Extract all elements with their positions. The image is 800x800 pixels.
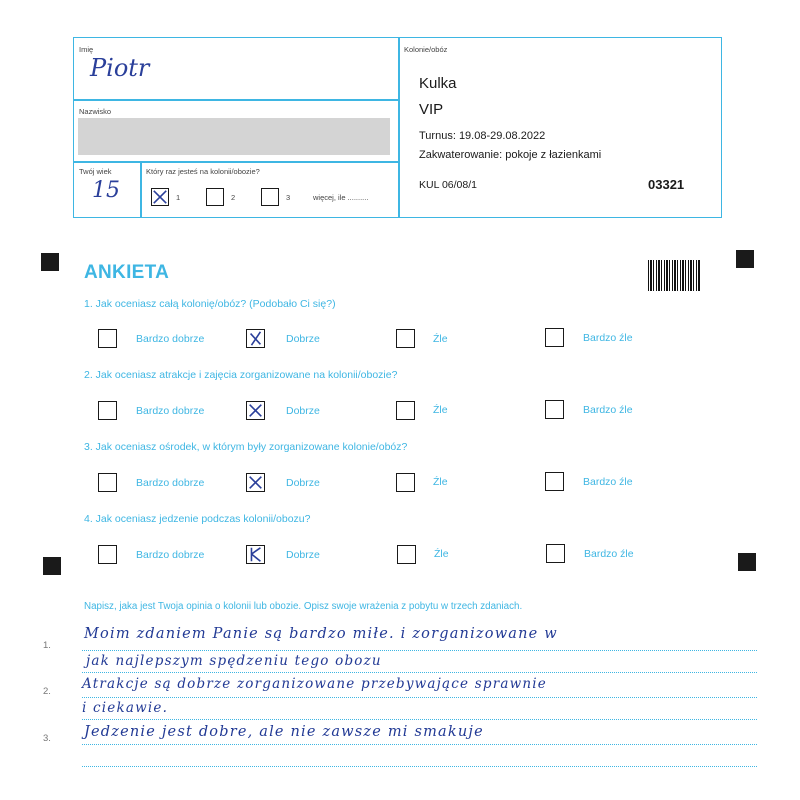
question-3: 3. Jak oceniasz ośrodek, w którym były zorganizowane kolonie/obóz? xyxy=(84,441,408,453)
answer-line xyxy=(82,766,757,767)
opinion-prompt: Napisz, jaka jest Twoja opinia o kolonii lub obozie. Opisz swoje wrażenia z pobytu w trzech zdaniach. xyxy=(84,601,523,612)
q3-option-bardzo-zle: Bardzo źle xyxy=(583,476,633,488)
answer-line xyxy=(82,672,757,673)
divider xyxy=(74,161,398,163)
answer-line xyxy=(82,719,757,720)
answer-text-line[interactable]: jak najlepszym spędzeniu tego obozu xyxy=(86,653,382,669)
wiek-value[interactable]: 15 xyxy=(92,178,120,203)
answer-line xyxy=(82,744,757,745)
q3-option-zle: Źle xyxy=(433,476,448,488)
line-number: 3. xyxy=(43,733,51,744)
divider xyxy=(140,161,142,217)
divider xyxy=(74,99,398,101)
kolonia-type: VIP xyxy=(419,101,444,118)
ktory-raz-option-3: 3 xyxy=(286,193,291,202)
check-x-icon xyxy=(152,189,168,205)
ktory-raz-option-2: 2 xyxy=(231,193,236,202)
ktory-raz-option-1: 1 xyxy=(176,193,181,202)
q1-checkbox-bardzo-dobrze[interactable] xyxy=(98,329,117,348)
numer: 03321 xyxy=(648,177,685,192)
kolonia-label: Kolonie/obóz xyxy=(404,45,448,54)
q4-checkbox-zle[interactable] xyxy=(397,545,416,564)
q4-option-dobrze: Dobrze xyxy=(286,549,320,561)
q4-checkbox-bardzo-zle[interactable] xyxy=(546,544,565,563)
check-x-icon xyxy=(247,474,264,491)
q2-option-bardzo-zle: Bardzo źle xyxy=(583,404,633,416)
ktory-raz-checkbox-1[interactable] xyxy=(151,188,169,206)
check-x-icon xyxy=(247,330,264,347)
answer-text-line[interactable]: Moim zdaniem Panie są bardzo miłe. i zorganizowane w xyxy=(84,626,558,642)
q2-option-bardzo-dobrze: Bardzo dobrze xyxy=(136,405,205,417)
registration-mark xyxy=(41,253,59,271)
q3-option-dobrze: Dobrze xyxy=(286,477,320,489)
ktory-raz-label: Który raz jesteś na kolonii/obozie? xyxy=(146,167,260,176)
q3-checkbox-bardzo-dobrze[interactable] xyxy=(98,473,117,492)
line-number: 2. xyxy=(43,686,51,697)
q2-checkbox-bardzo-zle[interactable] xyxy=(545,400,564,419)
q4-option-bardzo-dobrze: Bardzo dobrze xyxy=(136,549,205,561)
q1-option-zle: Źle xyxy=(433,333,448,345)
answer-line xyxy=(82,650,757,651)
registration-mark xyxy=(736,250,754,268)
check-x-icon xyxy=(247,402,264,419)
barcode xyxy=(648,260,701,291)
q4-option-bardzo-zle: Bardzo źle xyxy=(584,548,634,560)
answer-text-line[interactable]: i ciekawie. xyxy=(82,700,169,716)
q1-option-dobrze: Dobrze xyxy=(286,333,320,345)
kod: KUL 06/08/1 xyxy=(419,179,477,191)
nazwisko-label: Nazwisko xyxy=(79,107,112,116)
question-2: 2. Jak oceniasz atrakcje i zajęcia zorganizowane na kolonii/obozie? xyxy=(84,369,398,381)
imie-label: Imię xyxy=(79,45,94,54)
ktory-raz-checkbox-2[interactable] xyxy=(206,188,224,206)
answer-text-line[interactable]: Atrakcje są dobrze zorganizowane przebywające sprawnie xyxy=(82,676,547,692)
ktory-raz-checkbox-3[interactable] xyxy=(261,188,279,206)
q3-checkbox-bardzo-zle[interactable] xyxy=(545,472,564,491)
q2-checkbox-bardzo-dobrze[interactable] xyxy=(98,401,117,420)
q3-checkbox-dobrze[interactable] xyxy=(246,473,265,492)
q2-checkbox-dobrze[interactable] xyxy=(246,401,265,420)
turnus: Turnus: 19.08-29.08.2022 xyxy=(419,130,546,142)
q1-option-bardzo-zle: Bardzo źle xyxy=(583,332,633,344)
question-1: 1. Jak oceniasz całą kolonię/obóz? (Podobało Ci się?) xyxy=(84,298,336,310)
survey-title: ANKIETA xyxy=(84,262,170,283)
line-number: 1. xyxy=(43,640,51,651)
q3-option-bardzo-dobrze: Bardzo dobrze xyxy=(136,477,205,489)
q2-option-zle: Źle xyxy=(433,404,448,416)
wiecej-label: więcej, ile .......... xyxy=(313,193,369,202)
answer-line xyxy=(82,697,757,698)
registration-mark xyxy=(43,557,61,575)
q1-checkbox-bardzo-zle[interactable] xyxy=(545,328,564,347)
q2-option-dobrze: Dobrze xyxy=(286,405,320,417)
imie-value[interactable]: Piotr xyxy=(90,54,150,82)
q3-checkbox-zle[interactable] xyxy=(396,473,415,492)
divider xyxy=(398,38,400,217)
q1-checkbox-dobrze[interactable] xyxy=(246,329,265,348)
q4-checkbox-bardzo-dobrze[interactable] xyxy=(98,545,117,564)
answer-text-line[interactable]: Jedzenie jest dobre, ale nie zawsze mi smakuje xyxy=(84,724,484,740)
q1-checkbox-zle[interactable] xyxy=(396,329,415,348)
q2-checkbox-zle[interactable] xyxy=(396,401,415,420)
check-x-icon xyxy=(247,546,264,563)
zakwaterowanie: Zakwaterowanie: pokoje z łazienkami xyxy=(419,149,602,161)
nazwisko-redacted[interactable] xyxy=(78,118,390,155)
q4-option-zle: Źle xyxy=(434,548,449,560)
registration-mark xyxy=(738,553,756,571)
q1-option-bardzo-dobrze: Bardzo dobrze xyxy=(136,333,205,345)
q4-checkbox-dobrze[interactable] xyxy=(246,545,265,564)
wiek-label: Twój wiek xyxy=(79,167,112,176)
kolonia-name: Kulka xyxy=(419,75,457,92)
question-4: 4. Jak oceniasz jedzenie podczas kolonii/obozu? xyxy=(84,513,311,525)
